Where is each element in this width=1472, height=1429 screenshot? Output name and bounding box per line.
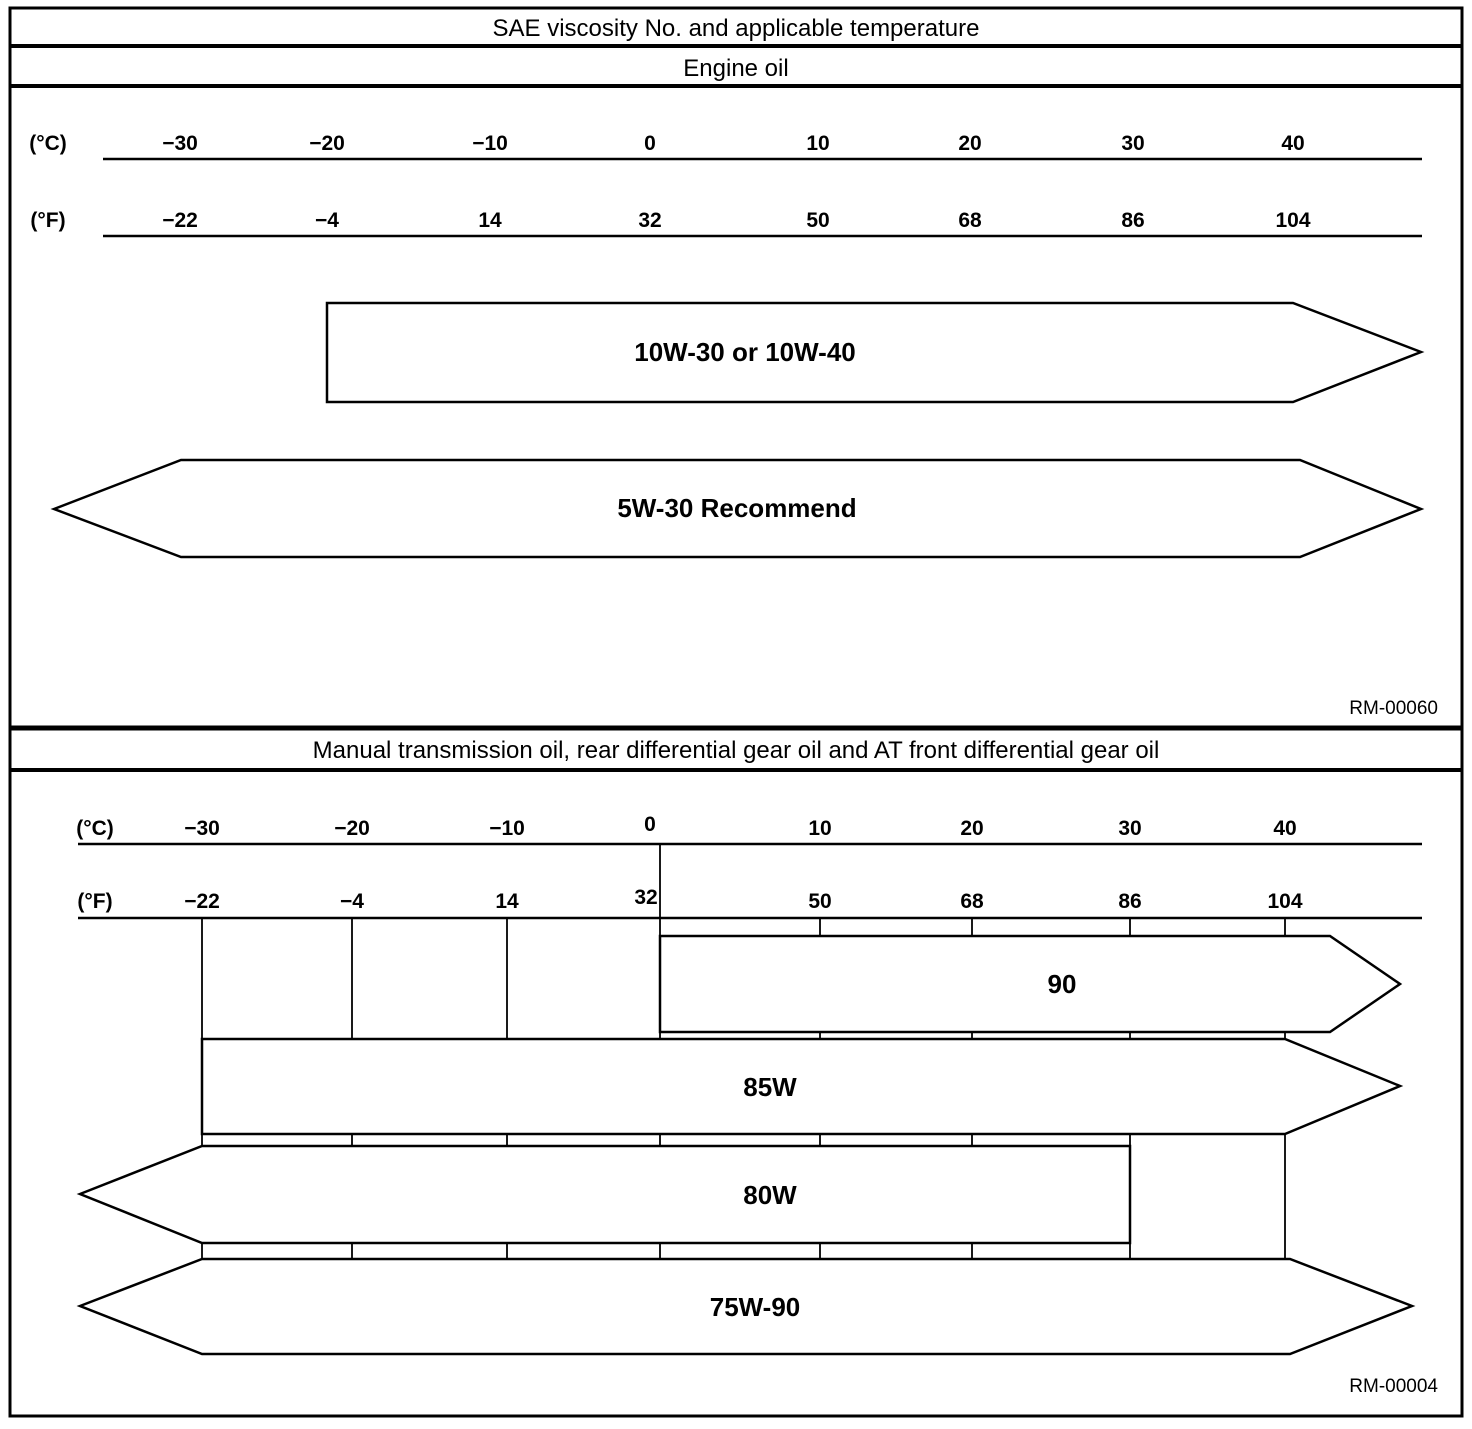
c-axis-tick: 10 [808,817,832,840]
c-axis-tick: 30 [1118,817,1142,840]
c-axis-tick: 40 [1273,817,1297,840]
f-axis-tick: 86 [1121,209,1145,232]
bar-75w90-label: 75W-90 [709,1292,801,1322]
f-axis-tick: 14 [495,890,519,913]
c-axis-tick: −30 [184,817,220,840]
f-axis-tick: 14 [478,209,502,232]
f-axis-tick: 68 [958,209,982,232]
f-axis-tick: 32 [634,886,658,909]
c-axis-tick: 40 [1281,132,1305,155]
c-axis-tick: −20 [309,132,345,155]
f-axis-tick: 104 [1267,890,1303,913]
f-axis-tick: 86 [1118,890,1142,913]
c-axis-tick: 20 [958,132,982,155]
bar-90-label: 90 [1047,969,1077,999]
f-axis-unit-label: (°F) [30,209,66,232]
f-axis-tick: 50 [806,209,830,232]
f-axis-tick: 50 [808,890,832,913]
f-axis-tick: −4 [340,890,364,913]
f-axis-tick: −22 [162,209,198,232]
figure-ref-code: RM-00004 [1349,1376,1438,1397]
bar-10w30-10w40-label: 10W-30 or 10W-40 [634,337,856,367]
bar-10w30-10w40 [327,303,1421,402]
c-axis-tick: −10 [472,132,508,155]
bar-80w [80,1146,1130,1243]
f-axis-unit-label: (°F) [77,890,113,913]
f-axis-tick: 68 [960,890,984,913]
c-axis-tick: −30 [162,132,198,155]
engine-oil-title: SAE viscosity No. and applicable temperature [492,15,980,42]
c-axis-tick: 0 [644,132,656,155]
c-axis-tick: 30 [1121,132,1145,155]
gear-oil-title: Manual transmission oil, rear differential gear oil and AT front differential gear oil [312,737,1160,764]
c-axis-tick: 20 [960,817,984,840]
f-axis-tick: 32 [638,209,662,232]
f-axis-tick: −4 [315,209,339,232]
c-axis-tick: −10 [489,817,525,840]
bar-85w [202,1039,1400,1134]
c-axis-tick: 0 [644,813,656,836]
f-axis-tick: 104 [1275,209,1311,232]
c-axis-unit-label: (°C) [76,817,114,840]
bar-5w30-recommend-label: 5W-30 Recommend [617,493,857,523]
engine-oil-subtitle: Engine oil [683,55,789,82]
figure-ref-code: RM-00060 [1349,698,1438,719]
bar-80w-label: 80W [743,1180,797,1210]
c-axis-tick: −20 [334,817,370,840]
f-axis-tick: −22 [184,890,220,913]
bar-90 [660,936,1400,1032]
c-axis-unit-label: (°C) [29,132,67,155]
c-axis-tick: 10 [806,132,830,155]
bar-85w-label: 85W [743,1072,797,1102]
